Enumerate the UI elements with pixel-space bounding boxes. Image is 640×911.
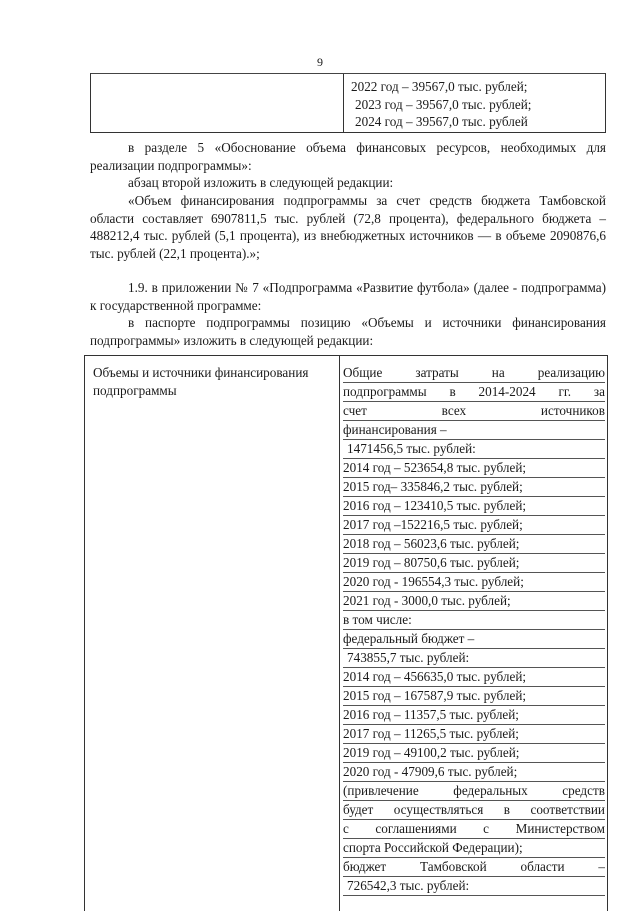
funding-line: счет всех источников	[343, 402, 605, 421]
table-cell-funding	[343, 364, 605, 896]
funding-line: 2023 год – 39567,0 тыс. рублей;	[355, 96, 532, 112]
paragraph-section-5: в разделе 5 «Обоснование объема финансовых ресурсов, необходимых для реализации подпрограммы»:	[90, 140, 606, 173]
funding-line: с соглашениями с Министерством	[343, 820, 605, 839]
funding-line: Общие затраты на реализацию	[343, 364, 605, 383]
table-column-divider	[343, 74, 344, 132]
funding-line: 2016 год – 123410,5 тыс. рублей;	[343, 497, 605, 516]
funding-line: 2014 год – 523654,8 тыс. рублей;	[343, 459, 605, 478]
funding-line: 2017 год – 11265,5 тыс. рублей;	[343, 725, 605, 744]
funding-line: 2020 год - 47909,6 тыс. рублей;	[343, 763, 605, 782]
funding-line: 2022 год – 39567,0 тыс. рублей;	[351, 79, 528, 94]
paragraph-funding-volume: «Объем финансирования подпрограммы за счет средств бюджета Тамбовской области составляет 6907811,5 тыс. рублей (72,8 процента), федерального бюджета – 488212,4 тыс. рублей (5,1 процента), из внебюджетных источников — в объеме 2090876,6 тыс. рублей (22,1 процента).»;	[90, 193, 606, 261]
funding-line: 2015 год– 335846,2 тыс. рублей;	[343, 478, 605, 497]
funding-line: 2019 год – 49100,2 тыс. рублей;	[343, 744, 605, 763]
table-row-label: Объемы и источники финансирования подпрограммы	[93, 365, 309, 398]
paragraph-1-9: 1.9. в приложении № 7 «Подпрограмма «Развитие футбола» (далее - подпрограмма) к государственной программе:	[90, 280, 606, 313]
continuation-table	[90, 73, 606, 133]
funding-line: федеральный бюджет –	[343, 630, 605, 649]
funding-line: 2019 год – 80750,6 тыс. рублей;	[343, 554, 605, 573]
page-number: 9	[317, 55, 323, 69]
funding-line: 726542,3 тыс. рублей:	[343, 877, 605, 896]
funding-line: 743855,7 тыс. рублей:	[343, 649, 605, 668]
funding-line: спорта Российской Федерации);	[343, 839, 605, 858]
paragraph-passport: в паспорте подпрограммы позицию «Объемы и источники финансирования подпрограммы» изложить в следующей редакции:	[90, 315, 606, 348]
passport-table	[84, 355, 608, 911]
funding-line: подпрограммы в 2014-2024 гг. за	[343, 383, 605, 402]
funding-line: (привлечение федеральных средств	[343, 782, 605, 801]
funding-line: 2024 год – 39567,0 тыс. рублей	[355, 114, 528, 129]
table-column-divider	[339, 356, 340, 911]
funding-line: 2018 год – 56023,6 тыс. рублей;	[343, 535, 605, 554]
funding-line: 2020 год - 196554,3 тыс. рублей;	[343, 573, 605, 592]
funding-line: 1471456,5 тыс. рублей:	[343, 440, 605, 459]
funding-line: в том числе:	[343, 611, 605, 630]
funding-line: бюджет Тамбовской области –	[343, 858, 605, 877]
funding-line: 2017 год –152216,5 тыс. рублей;	[343, 516, 605, 535]
funding-line: 2014 год – 456635,0 тыс. рублей;	[343, 668, 605, 687]
funding-line: финансирования –	[343, 421, 605, 440]
funding-line: 2015 год – 167587,9 тыс. рублей;	[343, 687, 605, 706]
paragraph-abzac: абзац второй изложить в следующей редакции:	[128, 175, 394, 190]
funding-line: 2021 год - 3000,0 тыс. рублей;	[343, 592, 605, 611]
table-cell-funding-years	[351, 78, 531, 131]
funding-line: будет осуществляться в соответствии	[343, 801, 605, 820]
funding-line: 2016 год – 11357,5 тыс. рублей;	[343, 706, 605, 725]
